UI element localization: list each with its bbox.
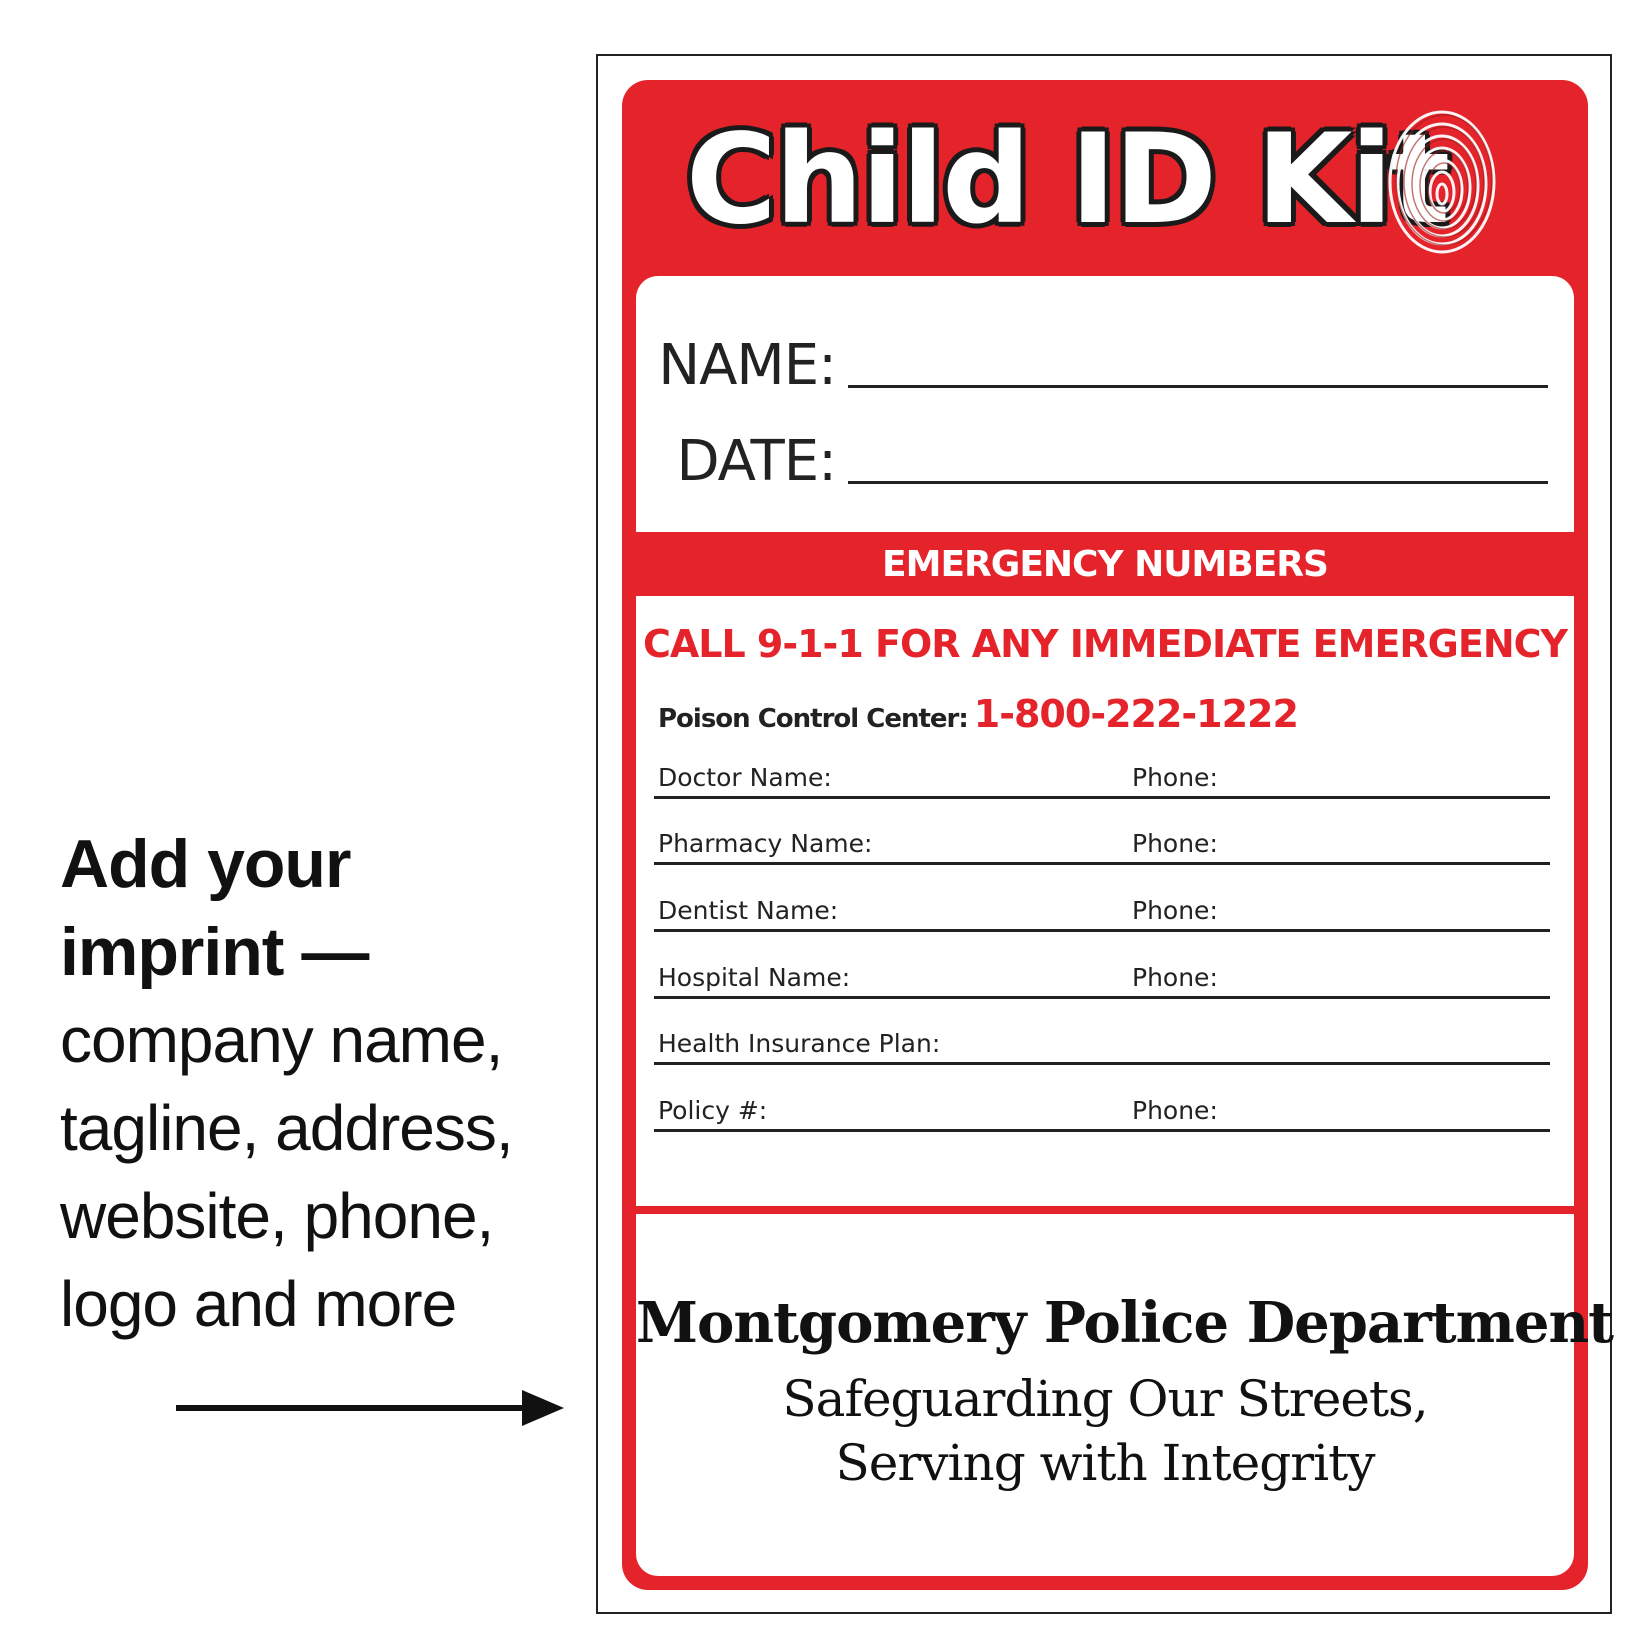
name-label: NAME:: [658, 333, 836, 398]
promo-line-1: Add your: [60, 826, 351, 902]
organization-name: Montgomery Police Department: [636, 1290, 1614, 1356]
promo-line-3: company name,: [60, 1004, 503, 1076]
imprint-panel: [636, 1214, 1614, 1576]
insurance-plan-label: Health Insurance Plan:: [658, 1029, 941, 1058]
hospital-row[interactable]: [654, 956, 1550, 999]
pharmacy-phone-label: Phone:: [1132, 829, 1218, 858]
card-title: Child ID Kit: [685, 108, 1449, 252]
doctor-row[interactable]: [654, 756, 1550, 799]
poison-control: [658, 692, 1298, 736]
promo-line-5: website, phone,: [60, 1180, 494, 1252]
poison-control-number: 1-800-222-1222: [973, 692, 1298, 736]
date-field[interactable]: [636, 404, 1574, 494]
name-date-panel: [636, 276, 1574, 532]
call-911-line: CALL 9-1-1 FOR ANY IMMEDIATE EMERGENCY: [642, 622, 1568, 666]
hospital-phone-label: Phone:: [1132, 963, 1218, 992]
promo-line-2: imprint —: [60, 914, 369, 990]
promo-line-4: tagline, address,: [60, 1092, 513, 1164]
insurance-row[interactable]: [654, 1022, 1550, 1065]
card-red-frame: [622, 80, 1614, 1590]
tagline-line-2: Serving with Integrity: [835, 1434, 1375, 1492]
promo-line-6: logo and more: [60, 1268, 457, 1340]
date-label: DATE:: [676, 429, 836, 494]
emergency-title: EMERGENCY NUMBERS: [882, 543, 1328, 585]
name-field[interactable]: [636, 308, 1574, 398]
pharmacy-name-label: Pharmacy Name:: [658, 829, 873, 858]
emergency-band: [622, 532, 1588, 596]
card-title-area: [622, 80, 1512, 280]
policy-number-label: Policy #:: [658, 1096, 768, 1125]
policy-phone-label: Phone:: [1132, 1096, 1218, 1125]
poison-control-label: Poison Control Center:: [658, 704, 968, 734]
fingerprint-icon: [1382, 100, 1502, 260]
date-line[interactable]: [848, 481, 1548, 484]
pharmacy-row[interactable]: [654, 822, 1550, 865]
child-id-card: [596, 54, 1612, 1614]
tagline-line-1: Safeguarding Our Streets,: [782, 1370, 1428, 1428]
dentist-row[interactable]: [654, 889, 1550, 932]
emergency-panel: [636, 596, 1574, 1206]
dentist-name-label: Dentist Name:: [658, 896, 839, 925]
dentist-phone-label: Phone:: [1132, 896, 1218, 925]
policy-row[interactable]: [654, 1089, 1550, 1132]
hospital-name-label: Hospital Name:: [658, 963, 851, 992]
doctor-phone-label: Phone:: [1132, 763, 1218, 792]
arrow-right-icon: [176, 1388, 564, 1428]
doctor-name-label: Doctor Name:: [658, 763, 832, 792]
promo-text: [60, 820, 560, 1348]
name-line[interactable]: [848, 385, 1548, 388]
